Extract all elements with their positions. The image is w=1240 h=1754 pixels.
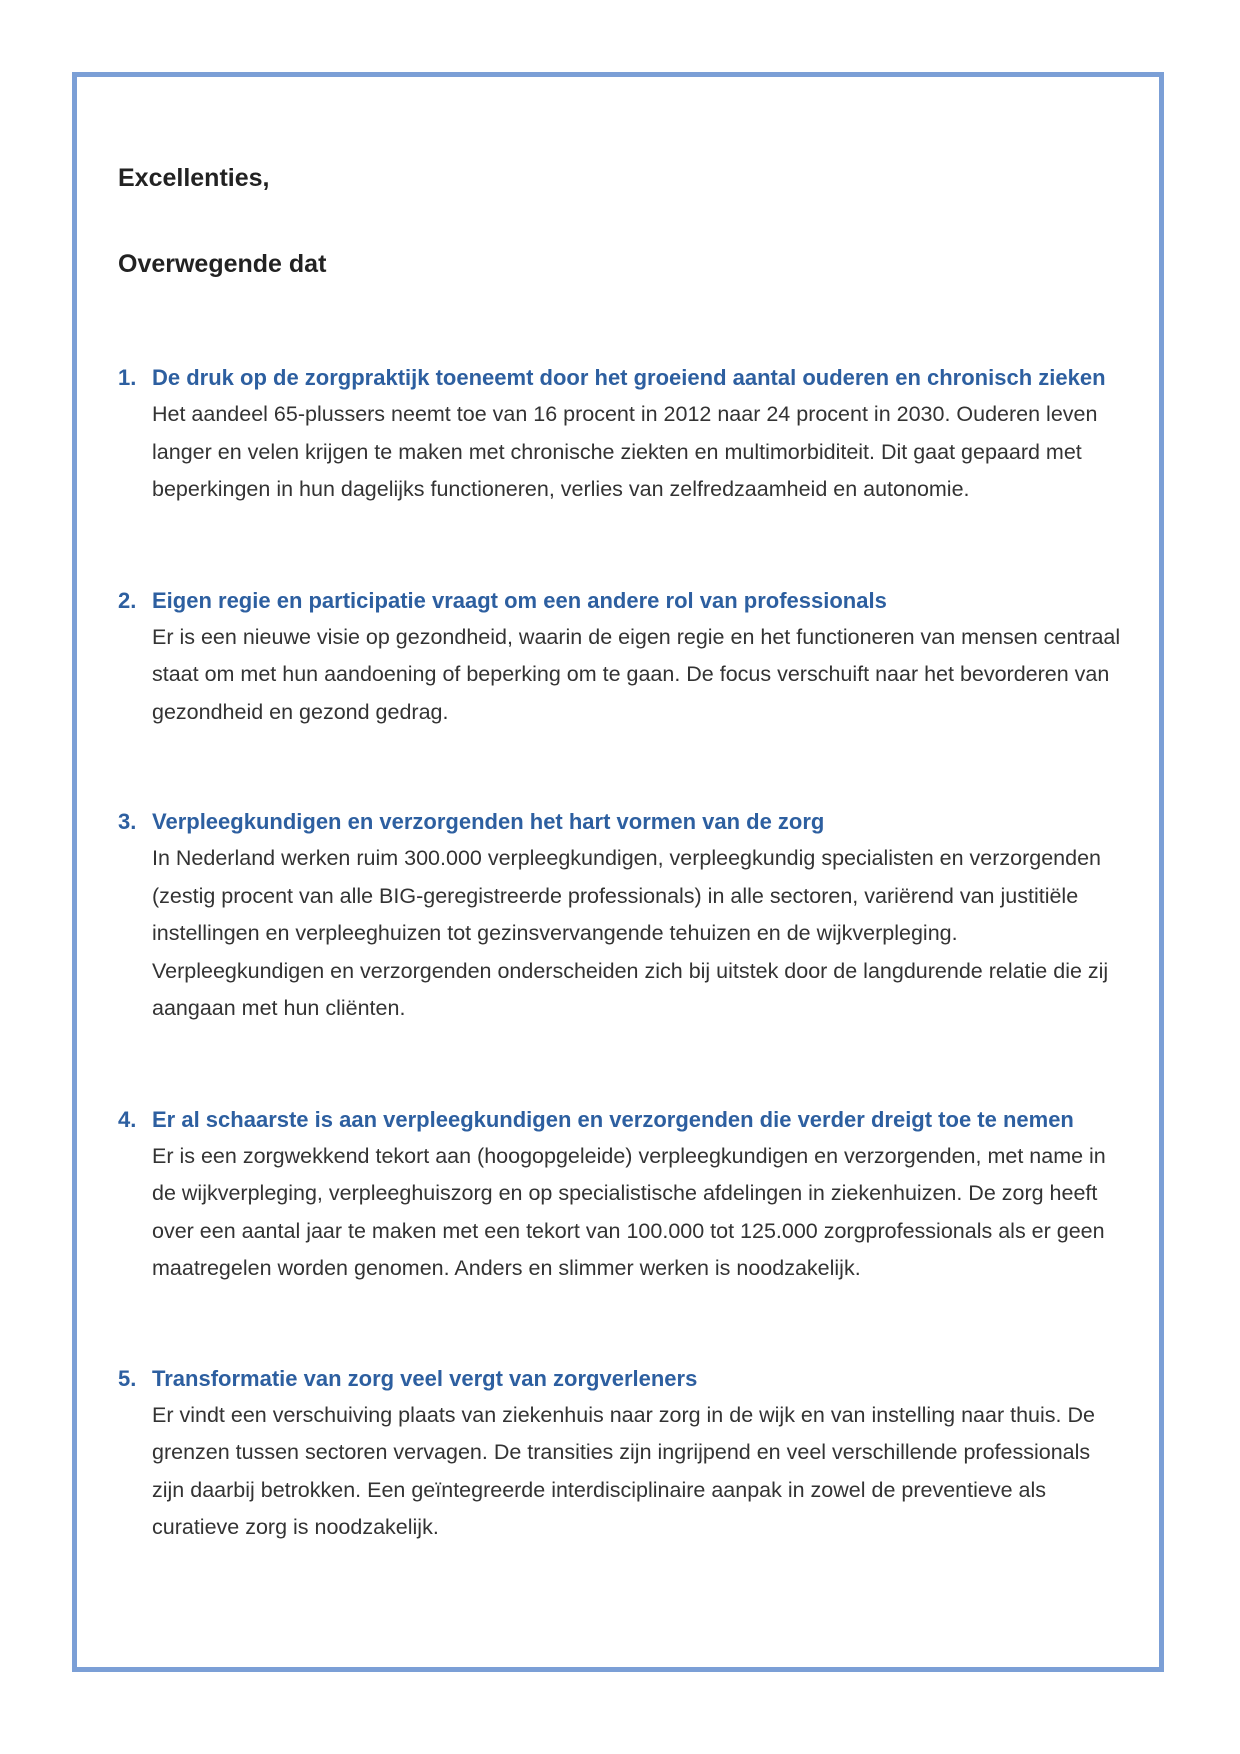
salutation: Excellenties, xyxy=(118,164,270,192)
item-heading: Er al schaarste is aan verpleegkundigen en verzorgenden die verder dreigt toe te nemen xyxy=(152,1106,1074,1132)
item-body: In Nederland werken ruim 300.000 verpleegkundigen, verpleegkundig specialisten en verzorgenden (zestig procent van alle BIG-geregistreerde professionals) in alle sectoren, variërend van justitiële instellingen en verpleeghuizen tot gezinsvervangende tehuizen en de wijkverpleging. Verpleegkundigen en verzorgenden onderscheiden zich bij uitstek door de langdurende relatie die zij aangaan met hun cliënten. xyxy=(152,846,1109,1020)
item-number: 4. xyxy=(118,1106,137,1132)
item-heading: Verpleegkundigen en verzorgenden het hart vormen van de zorg xyxy=(152,809,825,834)
document-content xyxy=(118,158,1128,1547)
item-number: 5. xyxy=(118,1365,137,1391)
item-body: Er vindt een verschuiving plaats van ziekenhuis naar zorg in de wijk en van instelling naar thuis. De grenzen tussen sectoren vervagen. De transities zijn ingrijpend en veel verschillende professionals zijn daarbij betrokken. Een geïntegreerde interdisciplinaire aanpak in zowel de preventieve als curatieve zorg is noodzakelijk. xyxy=(152,1402,1095,1539)
item-body: Er is een nieuwe visie op gezondheid, waarin de eigen regie en het functioneren van mensen centraal staat om met hun aandoening of beperking om te gaan. De focus verschuift naar het bevorderen van gezondheid en gezond gedrag. xyxy=(152,624,1121,724)
list-item xyxy=(118,1360,1128,1547)
list-item xyxy=(118,582,1128,732)
item-number: 1. xyxy=(118,365,137,390)
item-heading: Transformatie van zorg veel vergt van zorgverleners xyxy=(152,1365,698,1391)
list-item xyxy=(118,1101,1128,1288)
item-number: 3. xyxy=(118,809,137,834)
item-body: Er is een zorgwekkend tekort aan (hoogopgeleide) verpleegkundigen en verzorgenden, met name in de wijkverpleging, verpleeghuiszorg en op specialistische afdelingen in ziekenhuizen. De zorg heeft over een aantal jaar te maken met een tekort van 100.000 tot 125.000 zorgprofessionals als er geen maatregelen worden genomen. Anders en slimmer werken is noodzakelijk. xyxy=(152,1143,1106,1280)
considerations-list xyxy=(118,359,1128,1547)
item-body: Het aandeel 65-plussers neemt toe van 16 procent in 2012 naar 24 procent in 2030. Ouderen leven langer en velen krijgen te maken met chronische ziekten en multimorbiditeit. Dit gaat gepaard met beperkingen in hun dagelijks functioneren, verlies van zelfredzaamheid en autonomie. xyxy=(152,402,1098,501)
list-item xyxy=(118,359,1128,509)
item-heading: De druk op de zorgpraktijk toeneemt door het groeiend aantal ouderen en chronisch zieken xyxy=(152,365,1106,390)
list-item xyxy=(118,803,1128,1028)
item-number: 2. xyxy=(118,587,137,613)
lead-phrase: Overwegende dat xyxy=(118,250,327,278)
item-heading: Eigen regie en participatie vraagt om een andere rol van professionals xyxy=(152,587,887,613)
